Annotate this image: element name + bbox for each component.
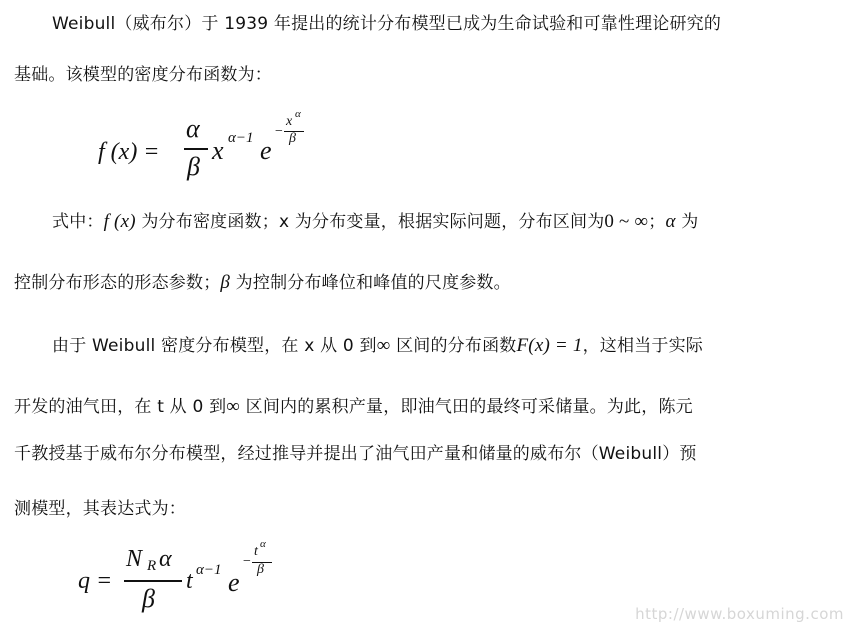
formula-1-exponent-x: α−1 — [228, 130, 254, 146]
paragraph-3-line-4: 测模型，其表达式为： — [14, 499, 186, 519]
p3-text-a: 由于 Weibull 密度分布模型，在 x 从 0 到 — [52, 336, 377, 356]
p2-math-beta: β — [220, 272, 231, 293]
p3-infinity-2: ∞ — [226, 396, 241, 417]
paragraph-2-line-1 — [52, 211, 698, 233]
p2-math-alpha: α — [665, 211, 676, 232]
paragraph-1-line-1: Weibull（威布尔）于 1939 年提出的统计分布模型已成为生命试验和可靠性理论研究的 — [52, 14, 722, 34]
paragraph-2-line-2 — [14, 272, 511, 294]
formula-2-exp-numerator: t — [254, 544, 258, 559]
p3-infinity-1: ∞ — [376, 335, 391, 356]
paragraph-3-line-1 — [52, 335, 703, 357]
formula-1-exp-numerator: x — [286, 114, 293, 129]
formula-2-exp-denominator: β — [257, 562, 264, 577]
formula-1-base-x: x — [212, 136, 224, 165]
paragraph-3-line-3: 千教授基于威布尔分布模型，经过推导并提出了油气田产量和储量的威布尔（Weibull）预 — [14, 444, 697, 464]
p3-line2-text-a: 开发的油气田，在 t 从 0 到 — [14, 397, 227, 417]
p2-text-b: 为分布密度函数；x 为分布变量，根据实际问题，分布区间为 — [135, 212, 605, 232]
formula-1-denominator: β — [187, 152, 200, 181]
production-formula — [78, 540, 308, 626]
formula-1-lhs: f (x) = — [98, 139, 160, 165]
formula-2-lhs: q = — [78, 568, 113, 594]
paragraph-3-line-2 — [14, 396, 693, 418]
formula-2-numerator-N: N — [126, 546, 143, 572]
p2-text-d: 为 — [675, 212, 699, 232]
formula-2-base-e: e — [228, 568, 240, 597]
p2-text-a: 式中： — [52, 212, 104, 232]
formula-2-exponent-t: α−1 — [196, 562, 222, 578]
formula-1-exp-denominator: β — [289, 131, 296, 146]
p2-line2-text-b: 为控制分布峰位和峰值的尺度参数。 — [230, 273, 511, 293]
formula-1-fraction-bar — [184, 148, 208, 150]
formula-2-denominator: β — [142, 584, 155, 613]
formula-1-numerator: α — [186, 114, 200, 143]
formula-1-exp-numerator-sup: α — [295, 108, 301, 120]
p2-math-interval: 0 ~ ∞ — [604, 211, 649, 232]
p2-line2-text-a: 控制分布形态的形态参数； — [14, 273, 221, 293]
formula-2-fraction-bar — [124, 580, 182, 582]
formula-2-numerator-R: R — [147, 558, 157, 574]
p3-line2-text-b: 区间内的累积产量，即油气田的最终可采储量。为此，陈元 — [240, 397, 693, 417]
watermark: http://www.boxuming.com — [635, 605, 844, 623]
p3-text-b: 区间的分布函数 — [390, 336, 517, 356]
density-formula — [98, 108, 318, 192]
p2-text-c: ； — [648, 212, 666, 232]
formula-2-base-t: t — [186, 568, 193, 594]
p2-math-fx: f (x) — [103, 211, 136, 232]
paragraph-1-line-2: 基础。该模型的密度分布函数为： — [14, 65, 272, 85]
formula-2-exp-sign: − — [243, 554, 251, 569]
formula-1-exp-sign: − — [275, 124, 283, 139]
formula-2-numerator-alpha: α — [159, 546, 172, 572]
formula-1-base-e: e — [260, 136, 272, 165]
p3-math-Fx: F(x) = 1 — [516, 335, 583, 356]
formula-2-exp-numerator-sup: α — [260, 538, 266, 550]
p3-text-c: ，这相当于实际 — [582, 336, 704, 356]
